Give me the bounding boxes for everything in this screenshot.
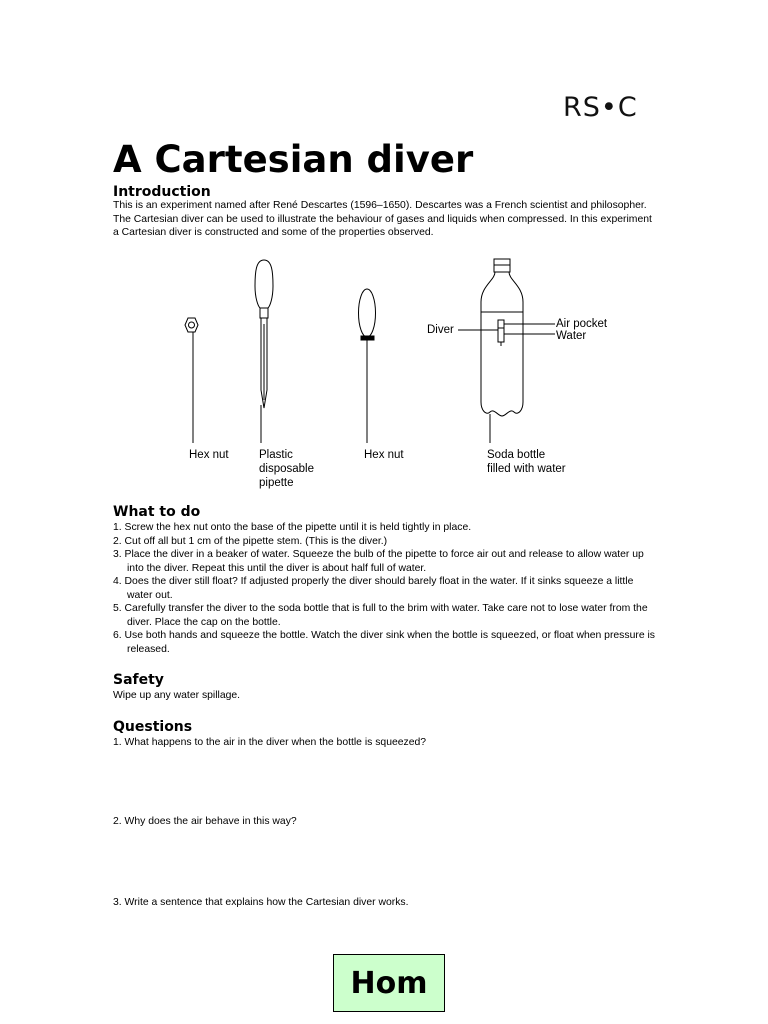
air-pocket-label: Air pocket — [556, 318, 608, 330]
pipette-drawing — [255, 260, 273, 443]
safety-heading: Safety — [113, 672, 164, 688]
hex-nut-label: Hex nut — [189, 449, 229, 461]
step-item: 6. Use both hands and squeeze the bottle. Watch the diver sink when the bottle is squeezed, or float when pressure is released. — [113, 630, 655, 655]
question-item: 2. Why does the air behave in this way? — [113, 816, 297, 827]
steps-list — [113, 521, 658, 656]
questions-heading: Questions — [113, 719, 193, 735]
pipette-label-line1: Plastic — [259, 449, 293, 461]
pipette-label-line2: disposable — [259, 463, 314, 475]
diver-label: Diver — [427, 324, 454, 336]
step-item: 5. Carefully transfer the diver to the soda bottle that is full to the brim with water. Take care not to lose water from the diver. Place the cap on the bottle. — [113, 603, 648, 628]
step-item: 1. Screw the hex nut onto the base of the pipette until it is held tightly in place. — [113, 522, 472, 533]
water-label: Water — [556, 330, 587, 342]
home-button[interactable]: Hom — [333, 954, 445, 1012]
hex-nut-label-2: Hex nut — [364, 449, 404, 461]
safety-text: Wipe up any water spillage. — [113, 690, 241, 701]
page-title: A Cartesian diver — [113, 138, 474, 181]
soda-bottle-drawing — [458, 259, 555, 443]
pipette-label-line3: pipette — [259, 477, 294, 489]
step-item: 2. Cut off all but 1 cm of the pipette stem. (This is the diver.) — [113, 535, 388, 547]
diver-drawing — [359, 289, 376, 443]
bottle-label-line1: Soda bottle — [487, 449, 546, 461]
cartesian-diver-diagram — [170, 250, 650, 495]
hex-nut-drawing — [185, 318, 198, 443]
bottle-label-line2: filled with water — [487, 463, 566, 475]
introduction-heading: Introduction — [113, 184, 211, 200]
question-item: 1. What happens to the air in the diver when the bottle is squeezed? — [113, 737, 427, 748]
introduction-text: This is an experiment named after René Descartes (1596–1650). Descartes was a French scientist and philosopher. The Cartesian diver can be used to illustrate the behaviour of gases and liquids when compressed. In this experiment a Cartesian diver is constructed and some of the properties observed. — [113, 200, 652, 238]
what-to-do-heading: What to do — [113, 504, 201, 520]
step-item: 3. Place the diver in a beaker of water. Squeeze the bulb of the pipette to force air out and release to allow water up into the diver. Repeat this until the diver is about half full of water. — [113, 549, 644, 574]
question-item: 3. Write a sentence that explains how the Cartesian diver works. — [113, 897, 409, 908]
step-item: 4. Does the diver still float? If adjusted properly the diver should barely float in the water. If it sinks squeeze a little water out. — [113, 576, 634, 601]
rsc-logo: RS•C — [563, 92, 638, 123]
